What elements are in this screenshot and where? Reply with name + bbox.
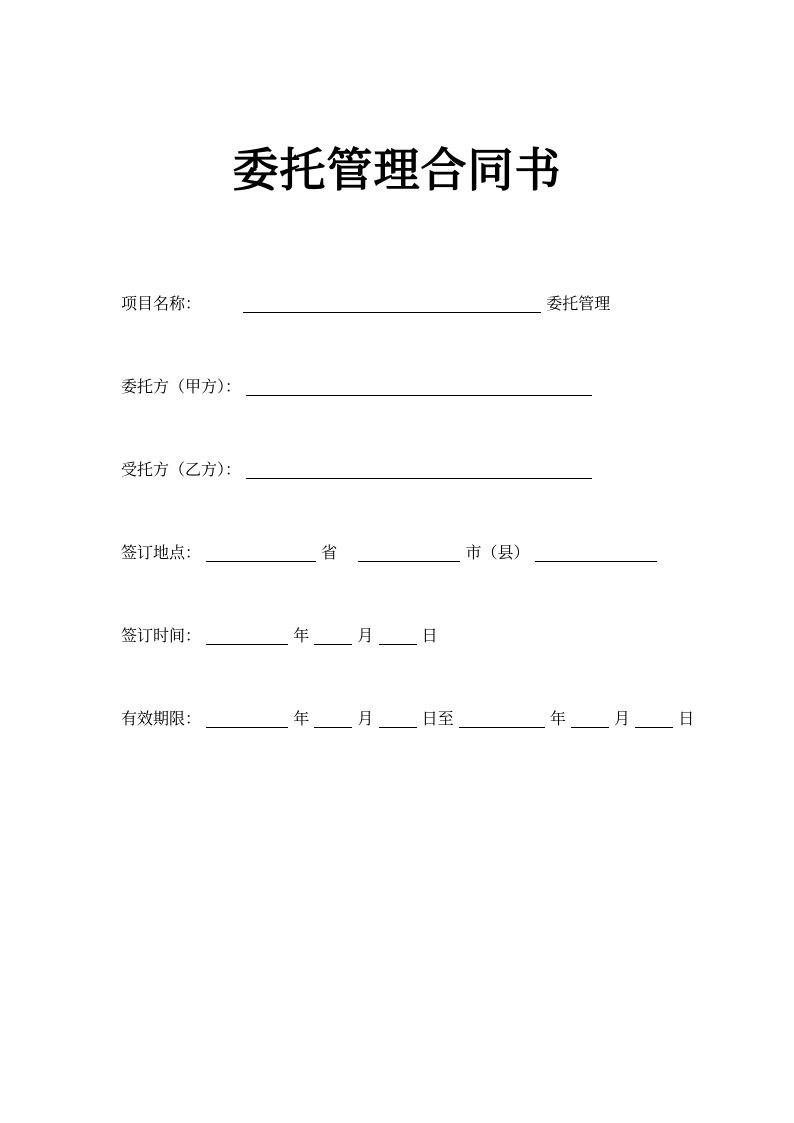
sign-month-blank[interactable] (314, 626, 352, 645)
party-a-row (121, 375, 592, 399)
province-blank[interactable] (206, 543, 316, 562)
party-b-blank[interactable] (246, 460, 592, 479)
validity-start-year-label: 年 (293, 709, 310, 728)
validity-label: 有效期限： (121, 709, 202, 728)
city-blank[interactable] (358, 543, 460, 562)
validity-start-year-blank[interactable] (206, 709, 288, 728)
validity-end-year-blank[interactable] (459, 709, 545, 728)
sign-year-label: 年 (293, 626, 310, 645)
city-label: 市（县） (465, 543, 530, 562)
project-name-label: 项目名称： (121, 294, 202, 313)
validity-start-day-blank[interactable] (379, 709, 417, 728)
validity-end-month-blank[interactable] (571, 709, 609, 728)
sign-location-row (121, 541, 657, 565)
validity-end-day-blank[interactable] (635, 709, 673, 728)
validity-end-month-label: 月 (614, 709, 631, 728)
party-b-label: 受托方（乙方）： (121, 460, 242, 479)
party-a-label: 委托方（甲方）： (121, 377, 242, 396)
sign-year-blank[interactable] (206, 626, 288, 645)
project-name-blank[interactable] (243, 294, 541, 313)
sign-month-label: 月 (357, 626, 374, 645)
project-name-suffix: 委托管理 (546, 294, 611, 313)
validity-row (121, 707, 694, 731)
sign-day-blank[interactable] (379, 626, 417, 645)
validity-start-month-blank[interactable] (314, 709, 352, 728)
party-a-blank[interactable] (246, 377, 592, 396)
sign-day-label: 日 (421, 626, 438, 645)
validity-end-day-label: 日 (678, 709, 695, 728)
sign-location-label: 签订地点： (121, 543, 202, 562)
validity-end-year-label: 年 (549, 709, 566, 728)
sign-date-label: 签订时间： (121, 626, 202, 645)
sign-date-row (121, 624, 438, 648)
project-name-row (121, 292, 610, 316)
county-blank[interactable] (535, 543, 657, 562)
validity-to-label: 日至 (421, 709, 454, 728)
party-b-row (121, 458, 592, 482)
document-title: 委托管理合同书 (232, 143, 562, 197)
province-label: 省 (321, 543, 338, 562)
validity-start-month-label: 月 (357, 709, 374, 728)
